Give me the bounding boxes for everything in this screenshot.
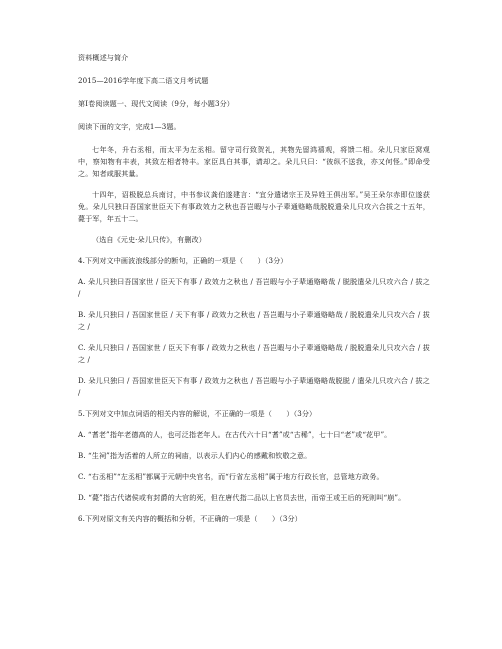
- question-5-option-d: D. “薨”指古代诸侯或有封爵的大官的死，但在唐代指二品以上官员去世，而帝王或王后的死则叫“崩”。: [78, 493, 406, 502]
- question-6: 6.下列对原文有关内容的概括和分析，不正确的一项是（ ）（3分）: [78, 514, 302, 523]
- question-5-option-c: C. “右丞相”“左丞相”都属于元朝中央官名，而“行省左丞相”属于地方行政长官，总管地方政务。: [78, 472, 384, 481]
- question-5: 5.下列对文中加点词语的相关内容的解说，不正确的一项是（ ）（3分）: [78, 409, 317, 418]
- passage-paragraph-1: 七年冬，升右丞相，而太平为左丞相。留守司行致贺礼，其物先留鸿禧观，将馈二相。朵儿只家臣窝观中，察知物有丰表，其致左相者特丰。家臣具白其事，请却之。朵儿只曰：“彼纵不送我，亦又何怪。”即命受之。知者咸服其量。: [78, 145, 430, 178]
- document-header: 资料概述与简介: [78, 53, 129, 62]
- question-4-option-a: A. 朵儿只独曰吾国家世 / 臣天下有事 / 政效力之秋也 / 吾岂暇与小子辈通赂略哉 / 脱脱遣朵儿只攻六合 / 拔之 /: [78, 277, 430, 298]
- question-5-option-a: A. “耆老”指年老德高的人，也可泛指老年人。在古代六十曰“耆”或“古稀”，七十曰“老”或“花甲”。: [78, 430, 392, 439]
- section-heading: 第Ⅰ卷阅读题一、现代文阅读（9分，每小题3分）: [78, 99, 235, 108]
- question-4-option-d: D. 朵儿只独曰 / 吾国家世臣天下有事 / 政效力之秋也 / 吾岂暇与小子辈通赂略哉脱脱 / 遣朵儿只攻六合 / 拔之 /: [78, 376, 430, 397]
- passage-source: （选自《元史·朵儿只传》，有删改）: [92, 235, 206, 244]
- reading-instruction: 阅读下面的文字，完成1—3题。: [78, 122, 181, 131]
- question-4-option-c: C. 朵儿只独曰 / 吾国家世 / 臣天下有事 / 政效力之秋也 / 吾岂暇与小子辈通赂略哉 / 脱脱遣朵儿只攻六合 / 拔之 /: [78, 343, 430, 364]
- question-5-option-b: B. “生祠”指为活着的人所立的祠庙，以表示人们内心的感戴和钦敬之意。: [78, 451, 312, 460]
- document-page: [78, 52, 430, 525]
- question-4-option-b: B. 朵儿只独曰 / 吾国家世臣 / 天下有事 / 政效力之秋也 / 吾岂暇与小子辈通赂略哉 / 脱脱遣朵儿只攻六合 / 拔之 /: [78, 310, 430, 331]
- exam-title: 2015—2016学年度下高二语文月考试题: [78, 76, 209, 85]
- question-4: 4.下列对文中画波浪线部分的断句，正确的一项是（ ）（3分）: [78, 256, 288, 265]
- passage-paragraph-2: 十四年，诏极脱总兵南讨，中书参议龚伯遂建言：“宜分遣诸宗王及异姓王俱出军。”吴王朵尔赤即位遂获免。朵儿只独曰吾国家世臣天下有事政效力之秋也吾岂暇与小子辈通赂略哉脱脱遣朵儿只攻六合拔之十五年，薨于军，年五十二。: [78, 190, 430, 223]
